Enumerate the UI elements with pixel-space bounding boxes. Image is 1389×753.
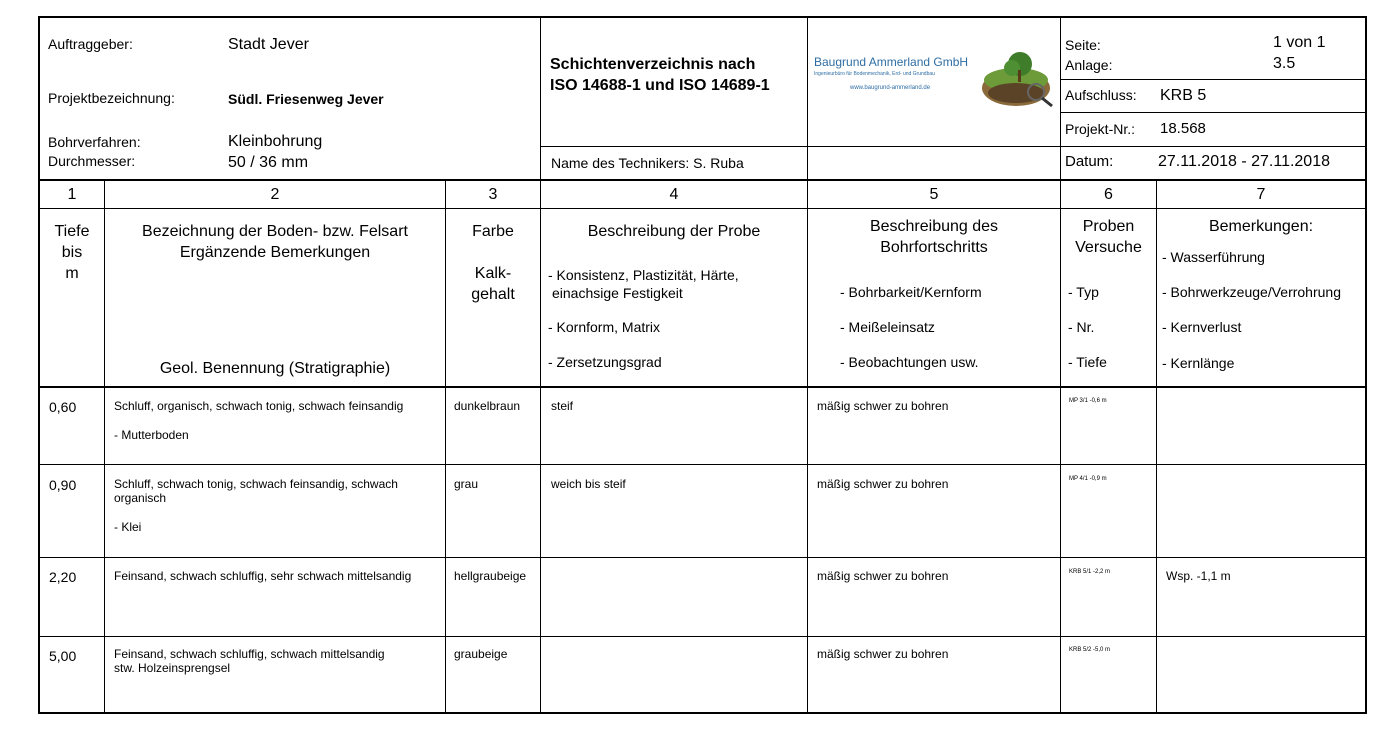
aufschluss-label: Aufschluss:: [1065, 87, 1137, 103]
row1-proben: MP 3/1 -0,6 m: [1069, 398, 1107, 404]
col4-header-item2: - Kornform, Matrix: [548, 319, 661, 335]
bohrverfahren-value: Kleinbohrung: [228, 133, 323, 150]
logo-tree-trunk: [1018, 70, 1021, 82]
row2-bezeichnung: Schluff, schwach tonig, schwach feinsandig, schwach: [114, 477, 398, 491]
frame-left: [38, 16, 40, 714]
col6-header-tiefe: - Tiefe: [1068, 354, 1107, 370]
col7-header-title: Bemerkungen:: [1208, 218, 1314, 235]
header-hline-techniker: [540, 146, 1060, 147]
colnum-4: 4: [669, 186, 679, 203]
techniker-name: Name des Technikers: S. Ruba: [551, 155, 744, 171]
col-line-2: [445, 180, 446, 713]
projekt-value: Südl. Friesenweg Jever: [228, 91, 384, 107]
col7-header-item1: - Wasserführung: [1162, 249, 1265, 265]
col5-header-item2: - Meißeleinsatz: [840, 319, 935, 335]
col6-header-typ: - Typ: [1068, 284, 1099, 300]
seite-value: 1 von 1: [1273, 34, 1326, 51]
auftraggeber-value: Stadt Jever: [228, 36, 309, 53]
row1-probe: steif: [551, 399, 574, 413]
row2-tiefe: 0,90: [49, 477, 77, 493]
projekt-label: Projektbezeichnung:: [48, 90, 175, 106]
col-line-4: [807, 180, 808, 713]
row1-bezeichnung: Schluff, organisch, schwach tonig, schwach feinsandig: [114, 399, 404, 413]
col4-header-item1: - Konsistenz, Plastizität, Härte,: [548, 267, 739, 283]
col1-header-tiefe: Tiefe: [54, 223, 90, 240]
datum-value: 27.11.2018 - 27.11.2018: [1158, 153, 1330, 170]
frame-bottom: [38, 712, 1367, 714]
logo-tree-crown-2: [1004, 60, 1020, 76]
row3-bohr: mäßig schwer zu bohren: [817, 569, 949, 583]
row3-proben: KRB 5/1 -2,2 m: [1069, 569, 1111, 575]
projektnr-label: Projekt-Nr.:: [1065, 121, 1136, 137]
col2-header-stratigraphie: Geol. Benennung (Stratigraphie): [159, 360, 391, 377]
row3-farbe: hellgraubeige: [454, 569, 527, 583]
row3-bezeichnung: Feinsand, schwach schluffig, sehr schwach mittelsandig: [114, 569, 412, 583]
frame-top: [38, 16, 1367, 18]
col6-header-versuche: Versuche: [1075, 239, 1142, 256]
anlage-label: Anlage:: [1065, 57, 1113, 73]
col5-header-line1: Beschreibung des: [869, 218, 999, 235]
row2-proben: MP 4/1 -0,9 m: [1069, 476, 1107, 482]
col5-header-line2: Bohrfortschritts: [880, 239, 988, 256]
row3-tiefe: 2,20: [49, 569, 77, 585]
header-divider-3: [1060, 16, 1061, 180]
row4-bohr: mäßig schwer zu bohren: [817, 647, 949, 661]
col1-header-m: m: [65, 265, 79, 282]
col6-header-nr: - Nr.: [1068, 319, 1095, 335]
col3-header-kalk: Kalk-: [474, 265, 512, 282]
header-divider-2: [807, 16, 808, 180]
projektnr-value: 18.568: [1160, 120, 1206, 137]
col2-header-line2: Ergänzende Bemerkungen: [179, 244, 371, 261]
logo-earth-icon: [978, 46, 1058, 112]
col4-header-item1b: einachsige Festigkeit: [552, 285, 683, 301]
row3-bemerkung: Wsp. -1,1 m: [1166, 569, 1231, 583]
logo-magnifier-handle: [1042, 98, 1052, 106]
row4-bezeichnung-2: stw. Holzeinsprengsel: [114, 661, 231, 675]
bohrverfahren-label: Bohrverfahren:: [48, 134, 141, 150]
col-line-3: [540, 180, 541, 713]
col7-header-item3: - Kernverlust: [1162, 319, 1242, 335]
colnum-7: 7: [1256, 186, 1266, 203]
row1-farbe: dunkelbraun: [454, 399, 521, 413]
anlage-value: 3.5: [1273, 55, 1296, 72]
row2-farbe: grau: [454, 477, 479, 491]
header-hline-right2: [1060, 112, 1366, 113]
header-divider-1: [540, 16, 541, 180]
row4-bezeichnung: Feinsand, schwach schluffig, schwach mittelsandig: [114, 647, 385, 661]
row4-proben: KRB 5/2 -5,0 m: [1069, 647, 1111, 653]
logo-url: www.baugrund-ammerland.de: [850, 85, 931, 91]
row2-probe: weich bis steif: [551, 477, 626, 491]
logo-subtitle: Ingenieurbüro für Bodenmechanik, Erd- und Grundbau: [814, 71, 935, 77]
header-body-line: [38, 386, 1367, 388]
title-line-1: Schichtenverzeichnis nach: [550, 56, 756, 73]
seite-label: Seite:: [1065, 37, 1101, 53]
col3-header-gehalt: gehalt: [471, 286, 515, 303]
col4-header-title: Beschreibung der Probe: [587, 223, 761, 240]
row-line-3: [38, 636, 1367, 637]
col5-header-item1: - Bohrbarkeit/Kernform: [840, 284, 982, 300]
row2-bezeichnung-2: organisch: [114, 491, 167, 505]
row2-bemerkung: - Klei: [114, 520, 142, 534]
colnum-2: 2: [270, 186, 280, 203]
row-line-1: [38, 464, 1367, 465]
row1-tiefe: 0,60: [49, 399, 77, 415]
header-hline-right1: [1060, 79, 1366, 80]
colnum-6: 6: [1104, 186, 1113, 203]
col-line-5: [1060, 180, 1061, 713]
row1-bemerkung: - Mutterboden: [114, 428, 189, 442]
col4-header-item3: - Zersetzungsgrad: [548, 354, 662, 370]
colnum-5: 5: [929, 186, 939, 203]
col1-header-bis: bis: [61, 244, 83, 261]
col3-header-farbe: Farbe: [472, 223, 514, 240]
row4-tiefe: 5,00: [49, 648, 77, 664]
frame-right: [1365, 16, 1367, 714]
colnum-line: [38, 208, 1367, 209]
aufschluss-value: KRB 5: [1160, 87, 1207, 104]
row2-bohr: mäßig schwer zu bohren: [817, 477, 949, 491]
logo-company-name: Baugrund Ammerland GmbH: [814, 55, 969, 69]
colnum-3: 3: [488, 186, 498, 203]
col6-header-proben: Proben: [1082, 218, 1135, 235]
title-line-2: ISO 14688-1 und ISO 14689-1: [550, 77, 770, 94]
durchmesser-label: Durchmesser:: [48, 153, 136, 169]
col-line-6: [1156, 180, 1157, 713]
header-hline-right3: [1060, 146, 1366, 147]
datum-label: Datum:: [1065, 153, 1114, 170]
durchmesser-value: 50 / 36 mm: [228, 154, 309, 171]
auftraggeber-label: Auftraggeber:: [48, 36, 133, 52]
colnum-1: 1: [67, 186, 77, 203]
row-line-2: [38, 557, 1367, 558]
col2-header-line1: Bezeichnung der Boden- bzw. Felsart: [142, 223, 408, 240]
col7-header-item4: - Kernlänge: [1162, 355, 1235, 371]
row4-farbe: graubeige: [454, 647, 508, 661]
col7-header-item2: - Bohrwerkzeuge/Verrohrung: [1162, 284, 1341, 300]
table-top-line: [38, 179, 1367, 181]
row1-bohr: mäßig schwer zu bohren: [817, 399, 949, 413]
col5-header-item3: - Beobachtungen usw.: [840, 354, 979, 370]
